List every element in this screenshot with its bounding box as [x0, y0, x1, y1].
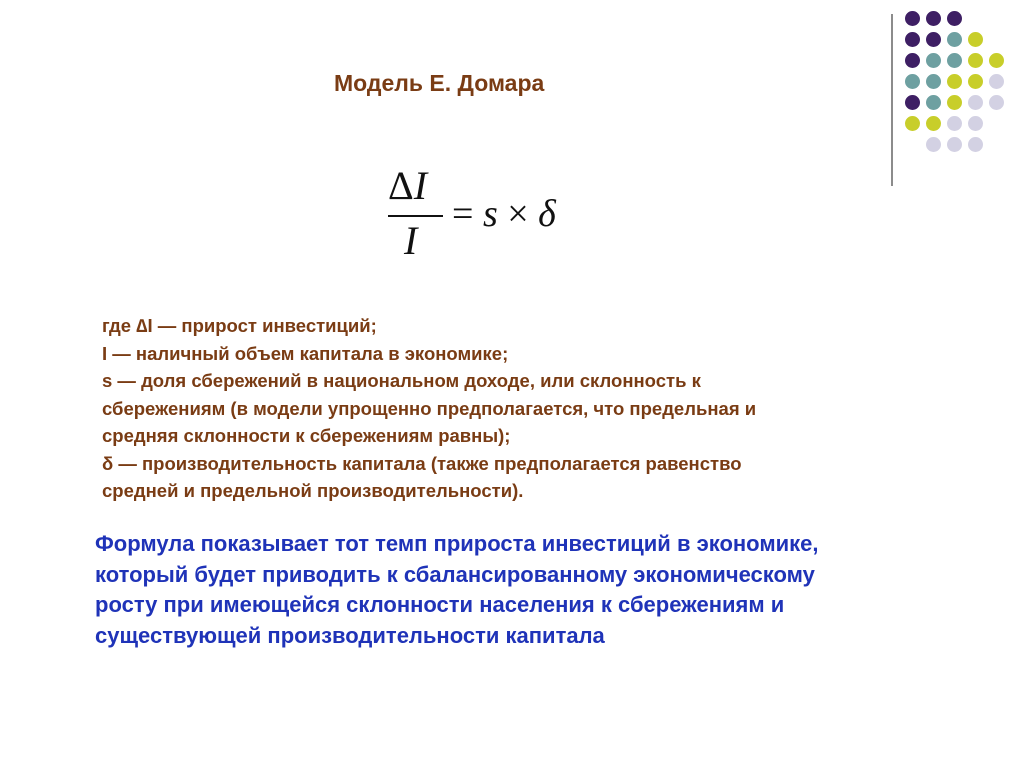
summary-line: росту при имеющейся склонности населения к сбережениям и	[95, 592, 785, 617]
decorative-dot	[926, 116, 941, 131]
formula-right-side	[452, 192, 556, 236]
summary-line: Формула показывает тот темп прироста инвестиций в экономике,	[95, 531, 819, 556]
summary-line: который будет приводить к сбалансированному экономическому	[95, 561, 815, 587]
decorative-dot	[947, 74, 962, 89]
definition-line: сбережениям (в модели упрощенно предполагается, что предельная и	[102, 397, 757, 419]
decorative-dot	[947, 95, 962, 110]
decorative-dot	[947, 11, 962, 26]
slide-title: Модель Е. Домара	[334, 70, 545, 96]
definition-line: s — доля сбережений в национальном доходе, или склонность к	[102, 370, 701, 391]
formula-s-variable: s	[482, 193, 498, 235]
decorative-dot	[926, 11, 941, 26]
decorative-dot	[905, 53, 920, 68]
decorative-dot	[947, 32, 962, 47]
decorative-dot	[905, 32, 920, 47]
summary-line: существующей производительности капитала	[95, 622, 605, 648]
decorative-dot	[947, 116, 962, 131]
decorative-dot	[989, 95, 1004, 110]
decorative-dot	[905, 74, 920, 89]
domar-formula	[380, 160, 600, 270]
decorative-dot	[947, 137, 962, 152]
decorative-dot	[926, 95, 941, 110]
decorative-dot	[968, 95, 983, 110]
formula-equals: =	[452, 193, 474, 235]
decorative-dot	[989, 74, 1004, 89]
decorative-dot	[968, 53, 983, 68]
definition-line: средняя склонности к сбережениям равны);	[102, 425, 511, 446]
definition-line: I — наличный объем капитала в экономике;	[102, 342, 509, 364]
definition-line: где ∆I — прирост инвестиций;	[102, 315, 377, 336]
formula-denominator	[404, 217, 417, 264]
formula-numerator-variable: I	[413, 163, 428, 208]
decorative-dot	[926, 53, 941, 68]
formula-numerator	[388, 162, 427, 209]
decorative-dot	[926, 32, 941, 47]
definition-line: δ — производительность капитала (также предполагается равенство	[102, 452, 742, 474]
formula-denominator-variable: I	[404, 218, 418, 263]
decorative-dot	[968, 74, 983, 89]
decorative-dot	[968, 137, 983, 152]
decorative-divider-line	[891, 14, 893, 186]
variable-definitions	[102, 312, 862, 505]
formula-delta-variable: δ	[538, 193, 556, 235]
decorative-dot	[968, 32, 983, 47]
decorative-dot	[989, 53, 1004, 68]
decorative-dot	[968, 116, 983, 131]
decorative-dot	[905, 11, 920, 26]
decorative-dot	[905, 116, 920, 131]
decorative-dot	[926, 74, 941, 89]
formula-summary	[95, 529, 895, 651]
decorative-dot	[947, 53, 962, 68]
formula-times: ×	[507, 193, 529, 235]
decorative-dot	[905, 95, 920, 110]
decorative-dot	[926, 137, 941, 152]
definition-line: средней и предельной производительности).	[102, 480, 524, 501]
formula-delta-symbol: Δ	[388, 163, 414, 208]
